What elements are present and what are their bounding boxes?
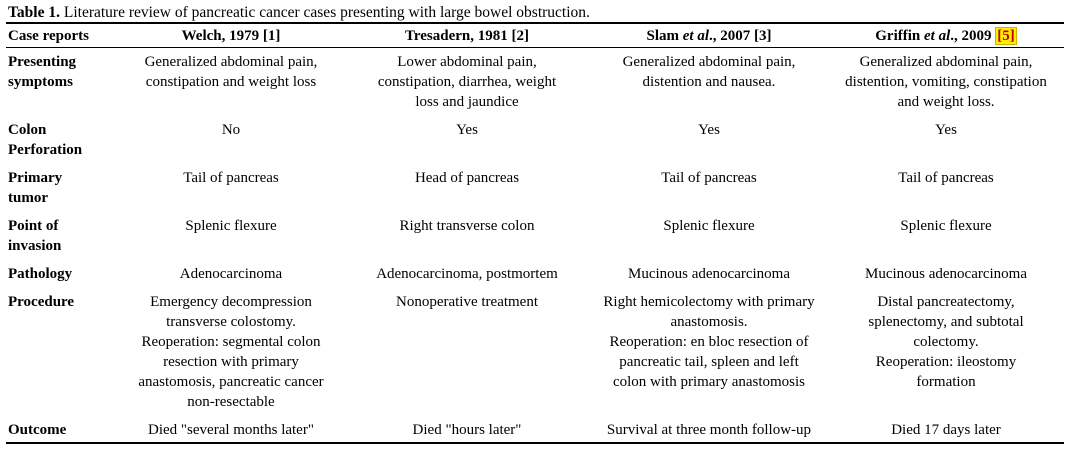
header-row	[6, 23, 1064, 48]
cell-line: No	[221, 122, 241, 138]
table-row	[6, 112, 1064, 160]
table-cell	[344, 112, 590, 160]
table-cell	[590, 208, 828, 256]
table-row	[6, 208, 1064, 256]
row-header-line: Primary	[8, 170, 63, 186]
row-header	[6, 208, 118, 256]
cell-line: distention and nausea.	[642, 74, 776, 90]
cell-line: Nonoperative treatment	[395, 294, 539, 310]
table-cell	[344, 256, 590, 284]
cell-line: Yes	[698, 122, 720, 138]
table-cell	[118, 256, 344, 284]
header-text: ., 2009	[950, 28, 996, 44]
row-header	[6, 412, 118, 443]
cell-line: Died 17 days later	[891, 422, 1001, 438]
cell-line: and weight loss.	[897, 94, 995, 110]
caption-text: Literature review of pancreatic cancer cases presenting with large bowel obstruction.	[59, 4, 590, 21]
cell-line: splenectomy, and subtotal	[868, 314, 1024, 330]
cell-line: Right hemicolectomy with primary	[603, 294, 815, 310]
cell-line: distention, vomiting, constipation	[845, 74, 1047, 90]
table-cell	[590, 160, 828, 208]
header-slam	[590, 23, 828, 48]
row-header-line: symptoms	[8, 74, 74, 90]
header-text: Welch, 1979 [1]	[181, 28, 281, 44]
table-row	[6, 412, 1064, 443]
table-cell	[590, 112, 828, 160]
table-cell	[828, 284, 1064, 412]
table-cell	[828, 208, 1064, 256]
table-cell	[828, 412, 1064, 443]
header-griffin	[828, 23, 1064, 48]
cell-line: Splenic flexure	[185, 218, 277, 234]
table-cell	[828, 112, 1064, 160]
row-header	[6, 48, 118, 113]
header-italic: et al	[924, 28, 951, 44]
cell-line: Adenocarcinoma, postmortem	[376, 266, 558, 282]
row-header	[6, 256, 118, 284]
cell-line: Reoperation: en bloc resection of	[609, 334, 809, 350]
cell-line: formation	[916, 374, 976, 390]
row-header-line: Outcome	[8, 422, 67, 438]
cell-line: Mucinous adenocarcinoma	[864, 266, 1028, 282]
table-cell	[828, 160, 1064, 208]
cell-line: Tail of pancreas	[898, 170, 994, 186]
row-header	[6, 160, 118, 208]
table-cell	[344, 48, 590, 113]
cell-line: loss and jaundice	[415, 94, 519, 110]
cell-line: Yes	[456, 122, 478, 138]
table-row	[6, 160, 1064, 208]
table-cell	[344, 160, 590, 208]
cell-line: constipation, diarrhea, weight	[377, 74, 557, 90]
cell-line: anastomosis, pancreatic cancer	[138, 374, 324, 390]
row-header-line: Perforation	[8, 142, 83, 158]
cell-line: non-resectable	[187, 394, 275, 410]
cell-line: Head of pancreas	[414, 170, 520, 186]
header-text: Griffin	[875, 28, 924, 44]
header-text: ., 2007 [3]	[709, 28, 772, 44]
table-cell	[118, 48, 344, 113]
header-tresadern	[344, 23, 590, 48]
table-row	[6, 284, 1064, 412]
table-cell	[828, 256, 1064, 284]
cell-line: resection with primary	[163, 354, 299, 370]
table-cell	[344, 208, 590, 256]
row-header	[6, 284, 118, 412]
table-cell	[590, 48, 828, 113]
cell-line: Generalized abdominal pain,	[859, 54, 1033, 70]
cell-line: Splenic flexure	[663, 218, 755, 234]
cell-line: Right transverse colon	[399, 218, 535, 234]
row-header-line: Pathology	[8, 266, 73, 282]
table-cell	[590, 284, 828, 412]
cell-line: Yes	[935, 122, 957, 138]
header-text: Tresadern, 1981 [2]	[404, 28, 529, 44]
table-cell	[344, 284, 590, 412]
cell-line: Generalized abdominal pain,	[144, 54, 318, 70]
cell-line: Splenic flexure	[900, 218, 992, 234]
cell-line: colon with primary anastomosis	[612, 374, 806, 390]
row-header-line: invasion	[8, 238, 62, 254]
cell-line: Reoperation: ileostomy	[875, 354, 1017, 370]
cell-line: Tail of pancreas	[183, 170, 279, 186]
cell-line: transverse colostomy.	[166, 314, 296, 330]
cell-line: anastomosis.	[670, 314, 748, 330]
table-cell	[590, 412, 828, 443]
cell-line: Generalized abdominal pain,	[622, 54, 796, 70]
table-cell	[590, 256, 828, 284]
table-cell	[118, 160, 344, 208]
header-italic: et al	[682, 28, 709, 44]
header-text: Slam	[646, 28, 683, 44]
caption-label: Table 1.	[8, 4, 60, 21]
cell-line: Died "several months later"	[148, 422, 314, 438]
cell-line: Survival at three month follow-up	[606, 422, 812, 438]
row-header-line: Point of	[8, 218, 59, 234]
cell-line: colectomy.	[913, 334, 979, 350]
row-header-line: Presenting	[8, 54, 77, 70]
header-case-reports: Case reports	[6, 23, 118, 48]
cell-line: pancreatic tail, spleen and left	[619, 354, 799, 370]
table-caption	[8, 4, 590, 22]
cell-line: Adenocarcinoma	[179, 266, 283, 282]
table-cell	[118, 412, 344, 443]
row-header-line: Colon	[8, 122, 47, 138]
table-cell	[118, 112, 344, 160]
cell-line: Distal pancreatectomy,	[877, 294, 1015, 310]
literature-review-table	[6, 22, 1064, 444]
header-welch	[118, 23, 344, 48]
cell-line: Tail of pancreas	[661, 170, 757, 186]
row-header	[6, 112, 118, 160]
table-cell	[828, 48, 1064, 113]
cell-line: Reoperation: segmental colon	[141, 334, 321, 350]
table-row	[6, 256, 1064, 284]
cell-line: Lower abdominal pain,	[397, 54, 537, 70]
cell-line: constipation and weight loss	[145, 74, 317, 90]
reference-link[interactable]: [5]	[997, 28, 1015, 44]
table-cell	[118, 284, 344, 412]
table-row	[6, 48, 1064, 113]
row-header-line: tumor	[8, 190, 48, 206]
cell-line: Died "hours later"	[412, 422, 522, 438]
table-cell	[344, 412, 590, 443]
table-body	[6, 48, 1064, 444]
row-header-line: Procedure	[8, 294, 75, 310]
cell-line: Emergency decompression	[150, 294, 312, 310]
table-cell	[118, 208, 344, 256]
cell-line: Mucinous adenocarcinoma	[627, 266, 791, 282]
